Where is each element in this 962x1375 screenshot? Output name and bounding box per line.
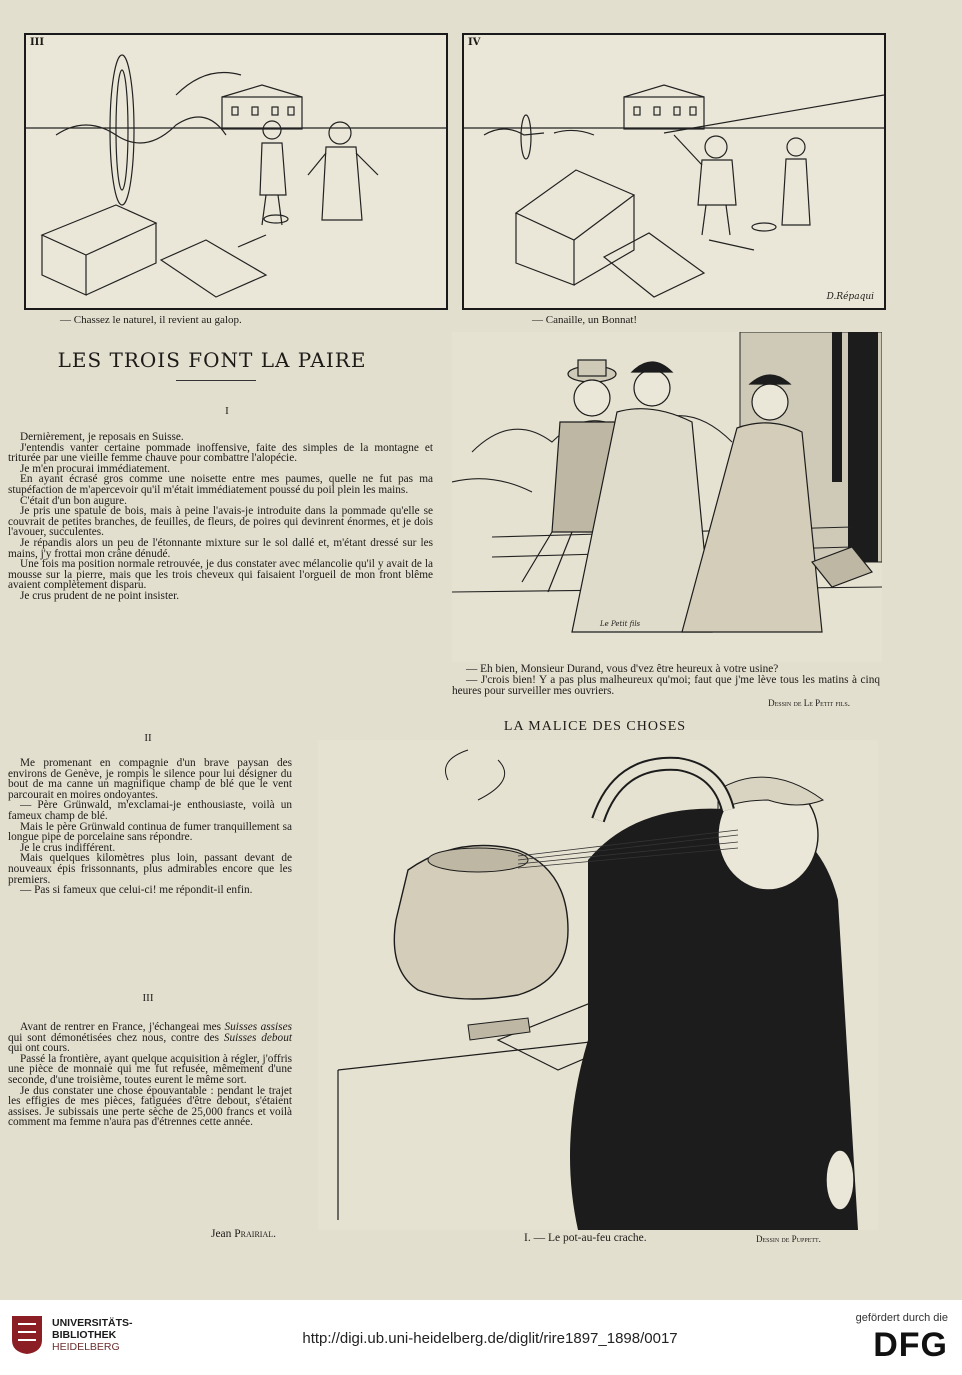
section-2-text (8, 758, 292, 896)
paragraph: Je dus constater une chose épouvantable : pendant le trajet les effigies de mes pièces, fatiguées d'être debout, s'étaient assises. Je subissais une perte sèche de 25,000 francs et voilà comment ma femme n'aura pas d'étrennes cette année. (8, 1084, 292, 1129)
institution-name (52, 1317, 133, 1353)
author-first-name: Jean (210, 1228, 232, 1240)
pot-cartoon (318, 740, 878, 1230)
paragraph: C'était d'un bon augure. (20, 494, 127, 507)
paragraph: — Pas si fameux que celui-ci! me répondit-il enfin. (20, 884, 253, 897)
paragraph: Je m'en procurai immédiatement. (20, 462, 171, 475)
paragraph: Je crus prudent de ne point insister. (20, 589, 180, 602)
dfg-logo: DFG (873, 1326, 948, 1364)
paragraph: J'entendis vanter certaine pommade inoffensive, faite des simples de la montagne et triturée par une vieille femme chauve pour combattre l'alopécie. (8, 441, 433, 465)
institution-line: HEIDELBERG (52, 1341, 120, 1353)
cartoon-panel-4 (462, 33, 886, 310)
cartoon-panel-3 (24, 33, 448, 310)
italic-term: Suisses assises (224, 1021, 292, 1033)
pot-cartoon-heading: LA MALICE DES CHOSES (503, 719, 687, 734)
bench-cartoon-drawing (452, 332, 882, 662)
title-ornament (176, 380, 256, 381)
panel-3-caption: — Chassez le naturel, il revient au galop. (60, 314, 242, 326)
funded-by-label: gefördert durch die (855, 1312, 948, 1324)
paragraph: En ayant écrasé gros comme une noisette entre mes paumes, quelle ne fut pas ma stupéfaction de m'apercevoir qu'il m'était immédiatement poussé du poil plein les mains. (8, 473, 433, 496)
article-title: LES TROIS FONT LA PAIRE (57, 348, 367, 372)
section-number: I (225, 405, 229, 417)
bench-caption-line-1: — Eh bien, Monsieur Durand, vous d'vez être heureux à votre usine? (466, 663, 779, 675)
paragraph: Mais le père Grünwald continua de fumer tranquillement sa longue pipe de porcelaine sans répondre. (8, 820, 292, 844)
bench-cartoon (452, 332, 882, 662)
bench-caption-line-2: — J'crois bien! Y a pas plus malheureux qu'moi; faut que j'me lève tous les matins à cinq heures pour surveiller mes ouvriers. (452, 674, 880, 697)
section-3-text (8, 1022, 292, 1128)
pot-caption: I. — Le pot-au-feu crache. (524, 1232, 647, 1244)
paragraph: Je le crus indifférent. (20, 841, 116, 854)
panel-3-drawing (26, 35, 446, 308)
digitization-footer (0, 1300, 962, 1375)
paragraph: — Père Grünwald, m'exclamai-je enthousiaste, voilà un fameux champ de blé. (8, 799, 292, 822)
panel-signature: D.Répaqui (826, 292, 874, 302)
section-number: II (144, 732, 152, 744)
paragraph: Me promenant en compagnie d'un brave paysan des environs de Genève, je rompis le silence pour lui désigner du bout de ma canne un magnifique champ de blé que le vent parcourait en moires ondoyantes. (8, 757, 292, 801)
paragraph: Je pris une spatule de bois, mais à peine l'avais-je introduite dans la pommade qu'elle se couvrait de petites branches, de feuilles, de fleurs, de poires qui devinrent énormes, et je dois l'avouer, succulentes. (8, 505, 433, 539)
panel-number: III (30, 37, 45, 48)
permalink[interactable]: http://digi.ub.uni-heidelberg.de/diglit/rire1897_1898/0017 (302, 1330, 678, 1347)
institution-line: UNIVERSITÄTS- (52, 1317, 133, 1329)
panel-4-caption: — Canaille, un Bonnat! (532, 314, 638, 326)
paragraph: Passé la frontière, ayant quelque acquisition à régler, j'offris une pièce de monnaie qui me fut refusée, mêmement d'une seconde, d'une troisième, toutes eurent le même sort. (8, 1052, 292, 1086)
pot-credit: Dessin de Puppett. (756, 1234, 821, 1244)
paragraph: Mais quelques kilomètres plus loin, passant devant de nouveaux épis frissonnants, plus admirables encore que les premiers. (8, 852, 292, 886)
bench-credit: Dessin de Le Petit fils. (768, 698, 850, 708)
section-number: III (142, 992, 154, 1004)
paragraph: Dernièrement, je reposais en Suisse. (20, 431, 184, 443)
author-signature (8, 1228, 276, 1240)
institution-line: BIBLIOTHEK (52, 1329, 117, 1341)
panel-4-drawing (464, 35, 884, 308)
paragraph: Avant de rentrer en France, j'échangeai mes Suisses assises qui sont démonétisées chez nous, contre des Suisses debout qui ont cours. (8, 1021, 292, 1055)
italic-term: Suisses debout (223, 1031, 292, 1044)
section-1-text (8, 432, 433, 602)
bench-signature: Le Petit fils (600, 620, 641, 628)
panel-number: IV (468, 37, 481, 48)
paragraph: Une fois ma position normale retrouvée, je dus constater avec mélancolie qu'il y avait de la mousse sur la pierre, mais que les trois cheveux qui faisaient l'orgueil de mon front blême avaient complètement disparu. (8, 558, 433, 592)
pot-cartoon-drawing (318, 740, 878, 1230)
paragraph: Je répandis alors un peu de l'étonnante mixture sur le sol dallé et, m'étant dressé sur les mains, j'y frottai mon crâne dénudé. (8, 536, 433, 560)
author-last-name: Prairial. (234, 1228, 276, 1240)
university-seal-icon (10, 1314, 44, 1356)
